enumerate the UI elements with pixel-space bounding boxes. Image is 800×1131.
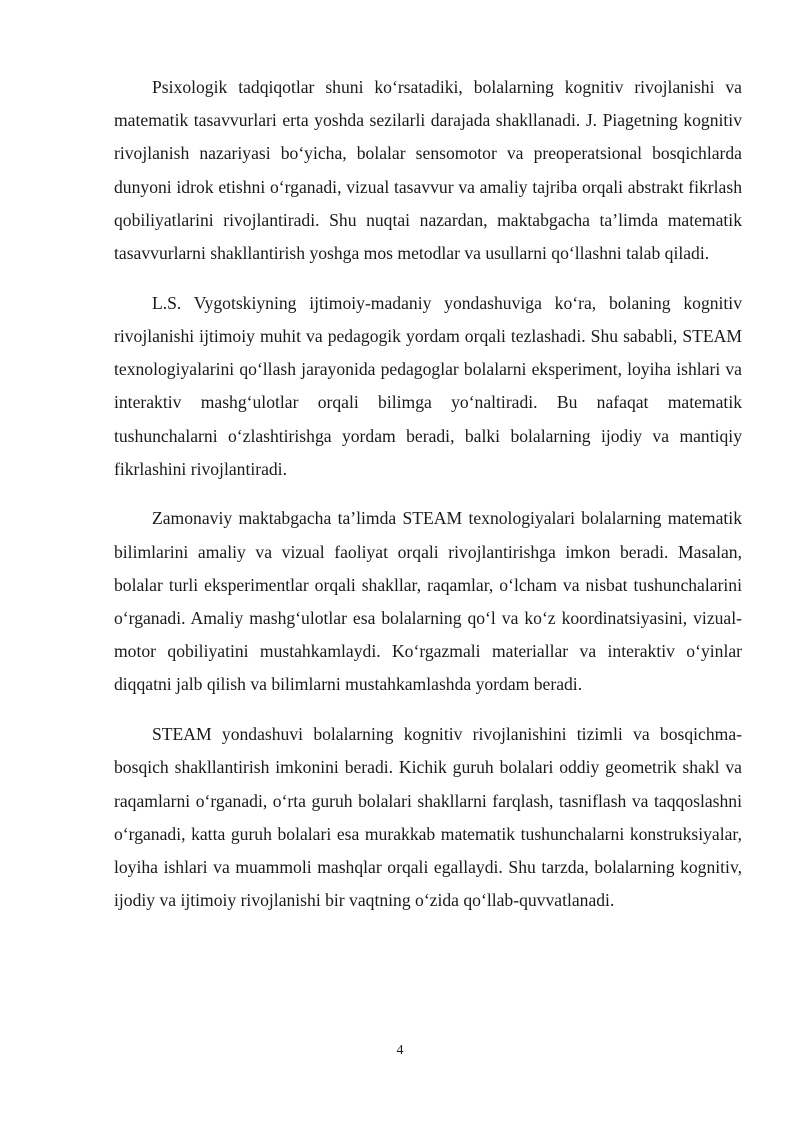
paragraph-4: STEAM yondashuvi bolalarning kognitiv rivojlanishini tizimli va bosqichma-bosqich shakllantirish imkonini beradi. Kichik guruh bolalari oddiy geometrik shakl va raqamlarni o‘rganadi, o‘rta guruh bolalari shakllarni farqlash, tasniflash va taqqoslashni o‘rganadi, katta guruh bolalari esa murakkab matematik tushunchalarni konstruksiyalar, loyiha ishlari va muammoli mashqlar orqali egallaydi. Shu tarzda, bolalarning kognitiv, ijodiy va ijtimoiy rivojlanishi bir vaqtning o‘zida qo‘llab-quvvatlanadi. bbox=[114, 724, 742, 911]
body-text bbox=[114, 71, 742, 934]
paragraph-1: Psixologik tadqiqotlar shuni ko‘rsatadiki, bolalarning kognitiv rivojlanishi va matematik tasavvurlari erta yoshda sezilarli darajada shakllanadi. J. Piagetning kognitiv rivojlanish nazariyasi bo‘yicha, bolalar sensomotor va preoperatsional bosqichlarda dunyoni idrok etishni o‘rganadi, vizual tasavvur va amaliy tajriba orqali abstrakt fikrlash qobiliyatlarini rivojlantiradi. Shu nuqtai nazardan, maktabgacha ta’limda matematik tasavvurlarni shakllantirish yoshga mos metodlar va usullarni qo‘llashni talab qiladi. bbox=[114, 77, 742, 264]
page-number: 4 bbox=[396, 1043, 404, 1058]
paragraph-2: L.S. Vygotskiyning ijtimoiy-madaniy yondashuviga ko‘ra, bolaning kognitiv rivojlanishi ijtimoiy muhit va pedagogik yordam orqali tezlashadi. Shu sababli, STEAM texnologiyalarini qo‘llash jarayonida pedagoglar bolalarni eksperiment, loyiha ishlari va interaktiv mashg‘ulotlar orqali bilimga yo‘naltiradi. Bu nafaqat matematik tushunchalarni o‘zlashtirishga yordam beradi, balki bolalarning ijodiy va mantiqiy fikrlashini rivojlantiradi. bbox=[114, 292, 742, 479]
paragraph-3: Zamonaviy maktabgacha ta’limda STEAM texnologiyalari bolalarning matematik bilimlarini amaliy va vizual faoliyat orqali rivojlantirishga imkon beradi. Masalan, bolalar turli eksperimentlar orqali shakllar, raqamlar, o‘lcham va nisbat tushunchalarini o‘rganadi. Amaliy mashg‘ulotlar esa bolalarning qo‘l va ko‘z koordinatsiyasini, vizual-motor qobiliyatini mustahkamlaydi. Ko‘rgazmali materiallar va interaktiv o‘yinlar diqqatni jalb qilish va bilimlarni mustahkamlashda yordam beradi. bbox=[114, 508, 742, 695]
